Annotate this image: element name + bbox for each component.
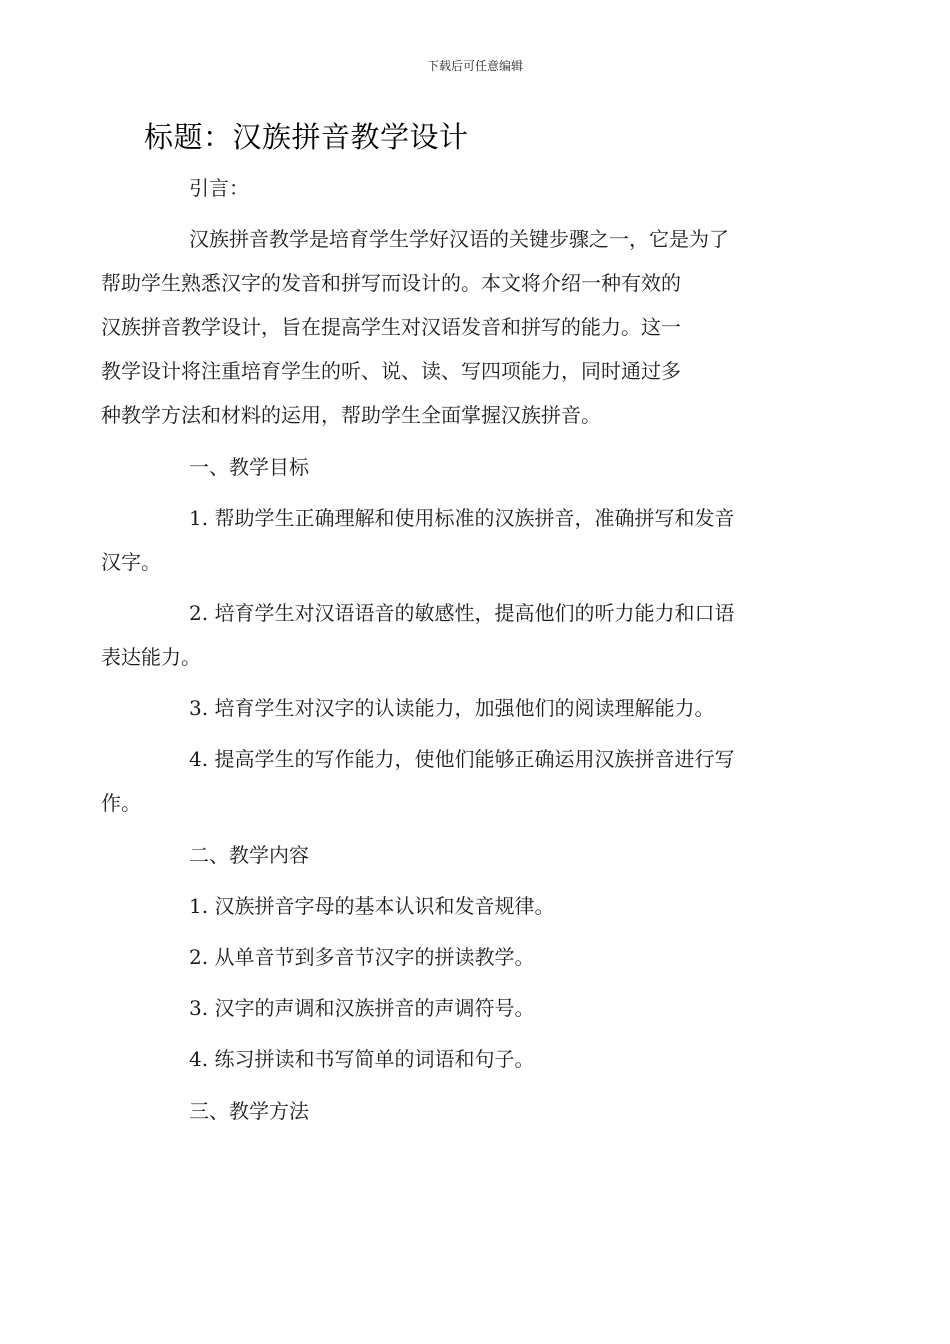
intro-line: 汉族拼音教学设计，旨在提高学生对汉语发音和拼写的能力。这一 — [101, 315, 681, 339]
objective-line: 3. 培育学生对汉字的认读能力，加强他们的阅读理解能力。 — [189, 696, 715, 720]
content-item: 1. 汉族拼音字母的基本认识和发音规律。 — [189, 894, 555, 918]
section-heading-content: 二、教学内容 — [189, 843, 309, 867]
intro-line: 帮助学生熟悉汉字的发音和拼写而设计的。本文将介绍一种有效的 — [101, 271, 681, 295]
objective-line: 2. 培育学生对汉语语音的敏感性，提高他们的听力能力和口语 — [189, 601, 735, 625]
intro-line: 教学设计将注重培育学生的听、说、读、写四项能力，同时通过多 — [101, 359, 681, 383]
intro-label: 引言： — [189, 176, 249, 200]
section-heading-objectives: 一、教学目标 — [189, 455, 309, 479]
objective-item — [101, 737, 805, 825]
content-item: 2. 从单音节到多音节汉字的拼读教学。 — [189, 945, 535, 969]
header-note: 下载后可任意编辑 — [426, 59, 523, 73]
objective-line: 4. 提高学生的写作能力，使他们能够正确运用汉族拼音进行写 — [189, 747, 735, 771]
intro-paragraph — [101, 217, 805, 437]
objective-line: 汉字。 — [101, 550, 161, 574]
objective-line: 作。 — [101, 791, 141, 815]
objective-line: 1. 帮助学生正确理解和使用标准的汉族拼音，准确拼写和发音 — [189, 506, 735, 530]
objective-item — [145, 686, 805, 730]
objective-item — [101, 496, 805, 584]
objective-item — [101, 591, 805, 679]
objective-line: 表达能力。 — [101, 645, 201, 669]
document-title: 标题：汉族拼音教学设计 — [144, 120, 469, 154]
intro-line: 汉族拼音教学是培育学生学好汉语的关键步骤之一，它是为了 — [189, 227, 729, 251]
section-heading-methods: 三、教学方法 — [189, 1099, 309, 1123]
document-body — [101, 166, 805, 1140]
content-item: 3. 汉字的声调和汉族拼音的声调符号。 — [189, 996, 535, 1020]
content-item: 4. 练习拼读和书写简单的词语和句子。 — [189, 1047, 535, 1071]
intro-line: 种教学方法和材料的运用，帮助学生全面掌握汉族拼音。 — [101, 403, 601, 427]
